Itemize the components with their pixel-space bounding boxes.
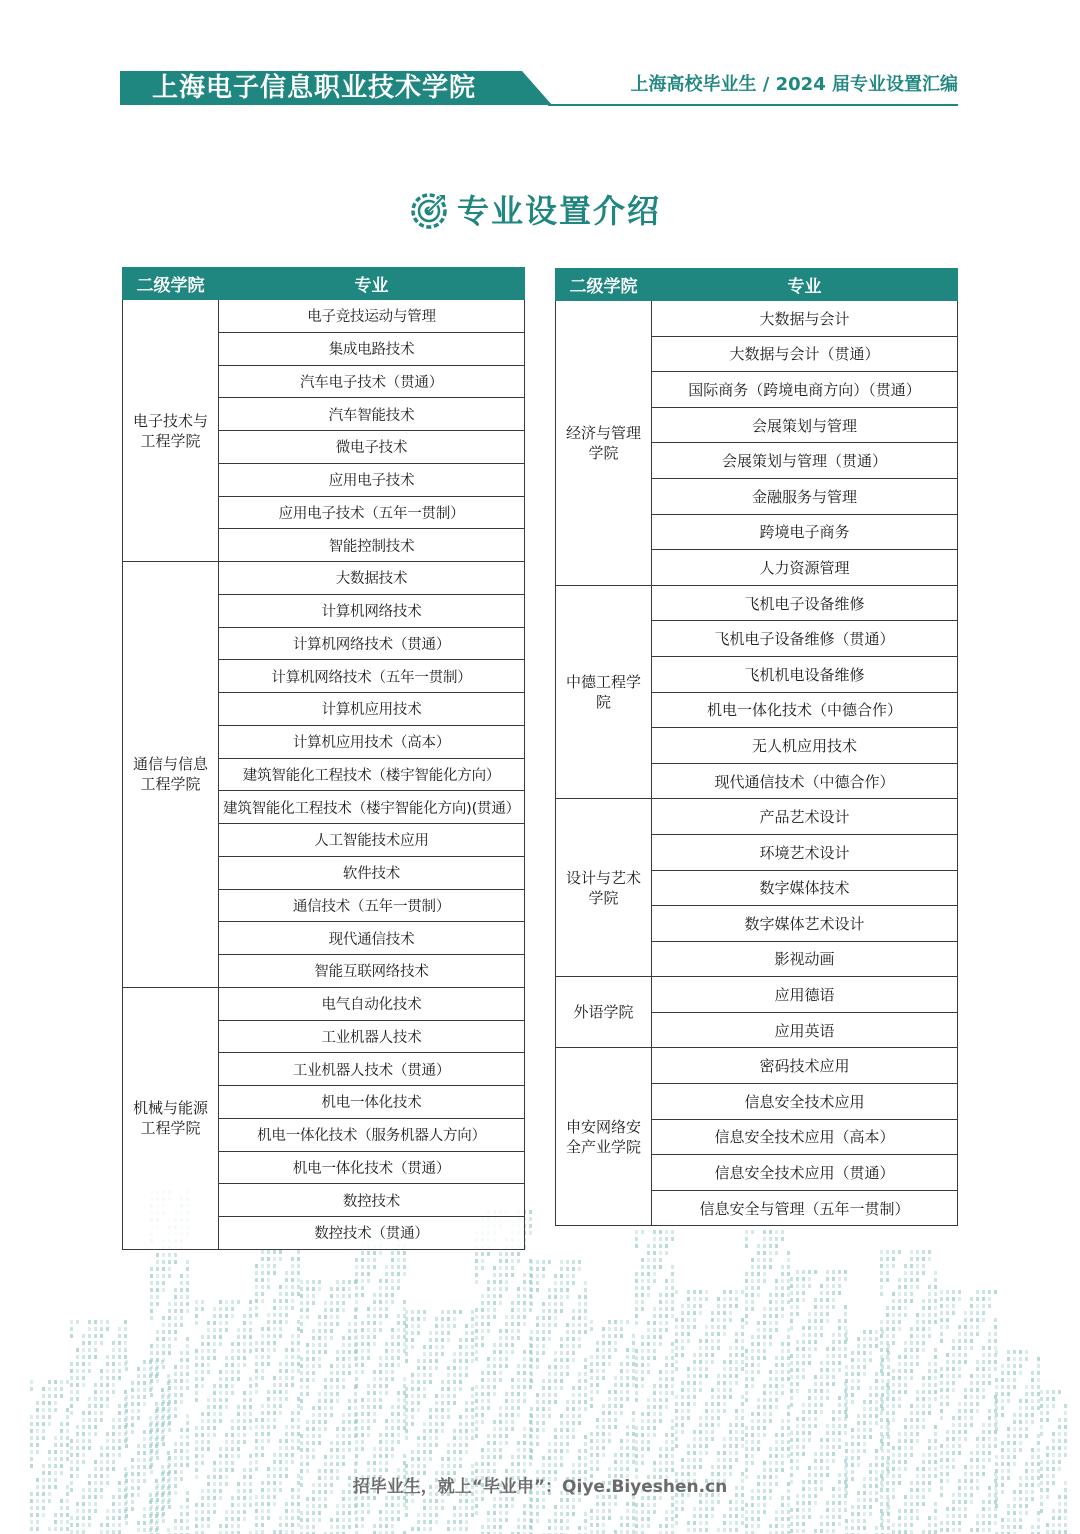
header-college: 二级学院: [123, 268, 219, 300]
major-cell: 产品艺术设计: [652, 799, 958, 835]
college-cell: [123, 987, 219, 1249]
major-cell: 飞机电子设备维修（贯通）: [652, 621, 958, 657]
major-cell: 智能控制技术: [219, 529, 525, 562]
college-name: 中德工程学院: [565, 673, 641, 712]
major-cell: 工业机器人技术（贯通）: [219, 1053, 525, 1086]
publication-title: 上海高校毕业生 / 2024 届专业设置汇编: [630, 74, 958, 95]
major-cell: 计算机网络技术（五年一贯制）: [219, 660, 525, 693]
table-header-row: [123, 268, 525, 300]
major-cell: 国际商务（跨境电商方向）（贯通）: [652, 372, 958, 408]
major-cell: 计算机应用技术: [219, 693, 525, 726]
header-college: 二级学院: [556, 269, 652, 301]
major-cell: 信息安全技术应用（贯通）: [652, 1155, 958, 1191]
college-name: 机械与能源工程学院: [132, 1099, 208, 1138]
major-cell: 数字媒体技术: [652, 870, 958, 906]
major-cell: 金融服务与管理: [652, 478, 958, 514]
major-cell: 电子竞技运动与管理: [219, 300, 525, 333]
major-cell: 建筑智能化工程技术（楼宇智能化方向)(贯通）: [219, 791, 525, 824]
major-cell: 环境艺术设计: [652, 834, 958, 870]
college-name: 外语学院: [573, 1003, 634, 1022]
table-row: [556, 301, 958, 337]
major-cell: 智能互联网络技术: [219, 955, 525, 988]
college-cell: [556, 1048, 652, 1226]
college-cell: [556, 977, 652, 1048]
school-name: 上海电子信息职业技术学院: [152, 73, 477, 103]
major-cell: 机电一体化技术（服务机器人方向）: [219, 1118, 525, 1151]
major-cell: 数控技术: [219, 1184, 525, 1217]
major-cell: 会展策划与管理（贯通）: [652, 443, 958, 479]
section-title: 专业设置介绍: [457, 192, 662, 230]
major-cell: 应用英语: [652, 1012, 958, 1048]
major-cell: 飞机电子设备维修: [652, 585, 958, 621]
major-cell: 会展策划与管理: [652, 407, 958, 443]
major-cell: 计算机应用技术（高本）: [219, 725, 525, 758]
major-cell: 软件技术: [219, 856, 525, 889]
major-cell: 人力资源管理: [652, 550, 958, 586]
college-cell: [556, 301, 652, 586]
major-cell: 应用电子技术（五年一贯制）: [219, 496, 525, 529]
major-cell: 机电一体化技术: [219, 1086, 525, 1119]
college-cell: [123, 562, 219, 988]
table-header-row: [556, 269, 958, 301]
college-name: 电子技术与工程学院: [132, 411, 208, 450]
major-cell: 电气自动化技术: [219, 987, 525, 1020]
major-cell: 现代通信技术: [219, 922, 525, 955]
major-cell: 信息安全技术应用: [652, 1084, 958, 1120]
table-row: [123, 987, 525, 1020]
major-cell: 信息安全与管理（五年一贯制）: [652, 1190, 958, 1226]
major-cell: 计算机网络技术（贯通）: [219, 627, 525, 660]
major-cell: 微电子技术: [219, 431, 525, 464]
major-cell: 计算机网络技术: [219, 594, 525, 627]
major-cell: 汽车电子技术（贯通）: [219, 365, 525, 398]
major-cell: 应用电子技术: [219, 463, 525, 496]
major-cell: 应用德语: [652, 977, 958, 1013]
table-row: [556, 977, 958, 1013]
table-row: [123, 562, 525, 595]
college-cell: [556, 585, 652, 799]
college-name: 经济与管理学院: [565, 423, 641, 462]
major-cell: 大数据与会计: [652, 301, 958, 337]
target-gear-icon: [410, 192, 448, 230]
college-name: 设计与艺术学院: [565, 868, 641, 907]
major-cell: 建筑智能化工程技术（楼宇智能化方向）: [219, 758, 525, 791]
major-cell: 信息安全技术应用（高本）: [652, 1119, 958, 1155]
college-name: 通信与信息工程学院: [132, 755, 208, 794]
footer-promo: 招毕业生，就上“毕业申”：Qiye.Biyeshen.cn: [352, 1477, 728, 1497]
major-cell: 工业机器人技术: [219, 1020, 525, 1053]
major-cell: 集成电路技术: [219, 332, 525, 365]
table-row: [556, 799, 958, 835]
majors-table-left: [122, 267, 525, 1250]
table-row: [556, 585, 958, 621]
major-cell: 人工智能技术应用: [219, 824, 525, 857]
major-cell: 大数据技术: [219, 562, 525, 595]
header-major: 专业: [652, 269, 958, 301]
major-cell: 机电一体化技术（贯通）: [219, 1151, 525, 1184]
major-cell: 数字媒体艺术设计: [652, 906, 958, 942]
major-cell: 影视动画: [652, 941, 958, 977]
college-name: 申安网络安全产业学院: [565, 1117, 641, 1156]
major-cell: 现代通信技术（中德合作）: [652, 763, 958, 799]
header-divider: [548, 104, 958, 106]
header-major: 专业: [219, 268, 525, 300]
major-cell: 汽车智能技术: [219, 398, 525, 431]
college-cell: [123, 300, 219, 562]
major-cell: 跨境电子商务: [652, 514, 958, 550]
major-cell: 通信技术（五年一贯制）: [219, 889, 525, 922]
majors-table-right: [555, 268, 958, 1226]
major-cell: 密码技术应用: [652, 1048, 958, 1084]
table-row: [556, 1048, 958, 1084]
major-cell: 飞机机电设备维修: [652, 656, 958, 692]
major-cell: 无人机应用技术: [652, 728, 958, 764]
college-cell: [556, 799, 652, 977]
major-cell: 机电一体化技术（中德合作）: [652, 692, 958, 728]
major-cell: 大数据与会计（贯通）: [652, 336, 958, 372]
major-cell: 数控技术（贯通）: [219, 1217, 525, 1250]
table-row: [123, 300, 525, 333]
